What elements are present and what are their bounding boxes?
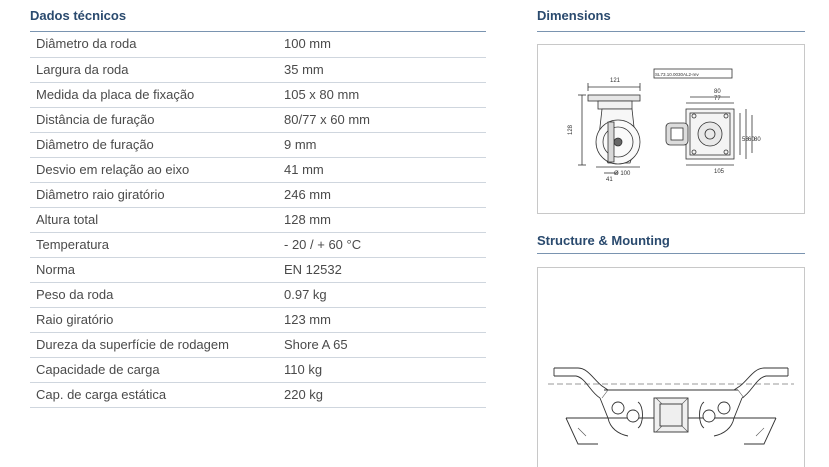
spec-label: Medida da placa de fixação	[30, 82, 278, 107]
spec-row	[30, 307, 486, 332]
spec-value: 41 mm	[278, 157, 486, 182]
spec-value: 110 kg	[278, 357, 486, 382]
spec-row	[30, 382, 486, 407]
dim-80-label: 80	[714, 89, 721, 95]
spec-value: 105 x 80 mm	[278, 82, 486, 107]
technical-data-panel	[30, 0, 486, 408]
spec-label: Diâmetro da roda	[30, 32, 278, 57]
dim-121-label: 121	[610, 78, 621, 84]
spec-row	[30, 232, 486, 257]
spec-value: 128 mm	[278, 207, 486, 232]
spec-row	[30, 32, 486, 57]
technical-data-table	[30, 32, 486, 408]
spec-label: Capacidade de carga	[30, 357, 278, 382]
spec-label: Diâmetro de furação	[30, 132, 278, 157]
spec-row	[30, 357, 486, 382]
technical-data-title: Dados técnicos	[30, 0, 486, 32]
structure-drawing	[537, 267, 805, 467]
spec-row	[30, 332, 486, 357]
spec-label: Raio giratório	[30, 307, 278, 332]
dimensions-title: Dimensions	[537, 0, 805, 32]
dim-60-label: 60	[748, 137, 755, 143]
part-code-label: SL73.10.0030AL2-rev	[655, 72, 699, 77]
dim-105-label: 105	[714, 169, 725, 175]
spec-label: Diâmetro raio giratório	[30, 182, 278, 207]
dim-77-label: 77	[714, 96, 721, 102]
dim-41-label: 41	[606, 177, 613, 183]
spec-row	[30, 132, 486, 157]
dim-100-label: Ø 100	[614, 171, 631, 177]
spec-label: Temperatura	[30, 232, 278, 257]
spec-value: 100 mm	[278, 32, 486, 57]
structure-mounting-title: Structure & Mounting	[537, 228, 805, 254]
spec-value: 246 mm	[278, 182, 486, 207]
spec-row	[30, 82, 486, 107]
right-panel	[537, 0, 805, 467]
spec-label: Peso da roda	[30, 282, 278, 307]
spec-value: 35 mm	[278, 57, 486, 82]
dim-58-label: 58	[742, 137, 749, 143]
spec-value: Shore A 65	[278, 332, 486, 357]
spec-label: Desvio em relação ao eixo	[30, 157, 278, 182]
spec-value: - 20 / + 60 °C	[278, 232, 486, 257]
dimensions-drawing	[537, 44, 805, 214]
spec-value: 123 mm	[278, 307, 486, 332]
spec-row	[30, 182, 486, 207]
spec-value: EN 12532	[278, 257, 486, 282]
spec-row	[30, 257, 486, 282]
spec-row	[30, 107, 486, 132]
spec-label: Cap. de carga estática	[30, 382, 278, 407]
spec-value: 9 mm	[278, 132, 486, 157]
spec-row	[30, 282, 486, 307]
spec-value: 80/77 x 60 mm	[278, 107, 486, 132]
spec-label: Altura total	[30, 207, 278, 232]
spec-row	[30, 157, 486, 182]
structure-drawing-svg	[538, 268, 804, 467]
spec-value: 0.97 kg	[278, 282, 486, 307]
spec-row	[30, 57, 486, 82]
dimensions-drawing-svg	[538, 45, 804, 213]
spec-label: Distância de furação	[30, 107, 278, 132]
spec-label: Largura da roda	[30, 57, 278, 82]
spec-label: Norma	[30, 257, 278, 282]
dim-80v-label: 80	[754, 137, 761, 143]
spec-value: 220 kg	[278, 382, 486, 407]
dim-128-label: 128	[568, 124, 574, 135]
spec-label: Dureza da superfície de rodagem	[30, 332, 278, 357]
spec-row	[30, 207, 486, 232]
